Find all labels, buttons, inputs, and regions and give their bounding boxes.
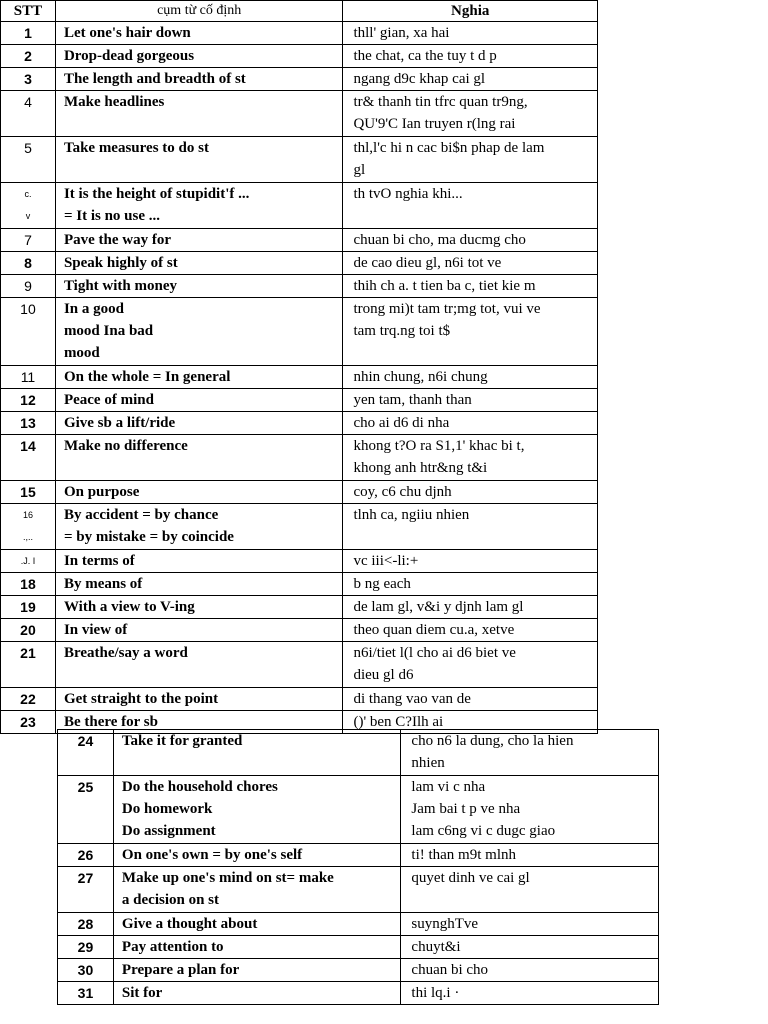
table-row bbox=[58, 959, 659, 982]
row-number: 4 bbox=[1, 91, 56, 137]
table-row bbox=[58, 867, 659, 913]
phrase-line: mood Ina bad bbox=[63, 323, 154, 339]
meaning-cell bbox=[343, 688, 598, 711]
meaning-cell bbox=[343, 481, 598, 504]
meaning-cell bbox=[343, 229, 598, 252]
phrase-line: Speak highly of st bbox=[63, 255, 178, 271]
meaning-line: the chat, ca the tuy t d p bbox=[353, 48, 497, 64]
meaning-line: lam vi c nha bbox=[411, 779, 486, 795]
phrase-line: Breathe/say a word bbox=[63, 645, 188, 661]
phrase-line: = It is no use ... bbox=[63, 208, 161, 224]
table-row bbox=[1, 642, 598, 688]
meaning-line: de cao dieu gl, n6i tot ve bbox=[353, 255, 502, 271]
row-number: 12 bbox=[1, 389, 56, 412]
table-row bbox=[1, 573, 598, 596]
row-number: 2 bbox=[1, 45, 56, 68]
meaning-cell bbox=[401, 776, 659, 844]
row-number: 7 bbox=[1, 229, 56, 252]
phrase-line: Tight with money bbox=[63, 278, 178, 294]
table-row bbox=[58, 982, 659, 1005]
phrase-cell bbox=[55, 22, 343, 45]
meaning-line: Jam bai t p ve nha bbox=[411, 801, 521, 817]
row-number: 14 bbox=[1, 435, 56, 481]
meaning-cell bbox=[343, 596, 598, 619]
row-number: 5 bbox=[1, 137, 56, 183]
meaning-line: th tvO nghia khi... bbox=[353, 186, 463, 202]
meaning-line: QU'9'C Ian truyen r(lng rai bbox=[353, 116, 516, 132]
meaning-line: b ng each bbox=[353, 576, 411, 592]
phrase-line: Peace of mind bbox=[63, 392, 154, 408]
row-number: 30 bbox=[58, 959, 114, 982]
phrase-line: Give a thought about bbox=[121, 916, 258, 932]
meaning-line: lam c6ng vi c dugc giao bbox=[411, 823, 556, 839]
phrase-cell bbox=[113, 913, 401, 936]
table-row bbox=[1, 183, 598, 229]
meaning-cell bbox=[401, 936, 659, 959]
table-row bbox=[1, 68, 598, 91]
meaning-line: nhien bbox=[411, 755, 445, 771]
phrase-line: Do the household chores bbox=[121, 779, 278, 795]
table-row bbox=[1, 688, 598, 711]
row-number: 1 bbox=[1, 22, 56, 45]
phrase-line: In terms of bbox=[63, 553, 135, 569]
meaning-cell bbox=[343, 435, 598, 481]
table-row bbox=[1, 389, 598, 412]
row-number: .J. I bbox=[1, 550, 56, 573]
meaning-line: gl bbox=[353, 162, 366, 178]
phrase-line: Pay attention to bbox=[121, 939, 224, 955]
phrase-cell bbox=[55, 137, 343, 183]
meaning-cell bbox=[343, 619, 598, 642]
meaning-cell bbox=[343, 22, 598, 45]
meaning-line: chuan bi cho bbox=[411, 962, 489, 978]
row-number: 29 bbox=[58, 936, 114, 959]
table-row bbox=[1, 619, 598, 642]
meaning-cell bbox=[343, 45, 598, 68]
phrase-line: Be there for sb bbox=[63, 714, 158, 730]
phrase-cell bbox=[113, 844, 401, 867]
meaning-cell bbox=[343, 504, 598, 550]
phrase-cell bbox=[113, 959, 401, 982]
meaning-line: ngang d9c khap cai gl bbox=[353, 71, 486, 87]
row-number: 18 bbox=[1, 573, 56, 596]
phrase-line: Get straight to the point bbox=[63, 691, 219, 707]
meaning-line: chuan bi cho, ma ducmg cho bbox=[353, 232, 526, 248]
row-number: 16 .,.. bbox=[1, 504, 56, 550]
phrase-line: = by mistake = by coincide bbox=[63, 529, 234, 545]
meaning-line: coy, c6 chu djnh bbox=[353, 484, 452, 500]
meaning-cell bbox=[343, 137, 598, 183]
phrase-line: In view of bbox=[63, 622, 128, 638]
meaning-line: cho n6 la dung, cho la hien bbox=[411, 733, 574, 749]
meaning-cell bbox=[343, 573, 598, 596]
phrase-line: On one's own = by one's self bbox=[121, 847, 303, 863]
phrase-table-part-2 bbox=[57, 729, 659, 1005]
phrase-cell bbox=[55, 68, 343, 91]
row-number: 8 bbox=[1, 252, 56, 275]
table-row bbox=[1, 481, 598, 504]
meaning-cell bbox=[343, 68, 598, 91]
phrase-cell bbox=[55, 45, 343, 68]
phrase-line: Prepare a plan for bbox=[121, 962, 240, 978]
phrase-cell bbox=[55, 229, 343, 252]
row-number: 11 bbox=[1, 366, 56, 389]
phrase-cell bbox=[55, 504, 343, 550]
meaning-cell bbox=[401, 959, 659, 982]
meaning-cell bbox=[343, 412, 598, 435]
phrase-line: a decision on st bbox=[121, 892, 220, 908]
phrase-line: It is the height of stupidit'f ... bbox=[63, 186, 250, 202]
meaning-line: thi lq.i · bbox=[411, 985, 460, 1001]
phrase-line: Sit for bbox=[121, 985, 163, 1001]
row-number: 9 bbox=[1, 275, 56, 298]
phrase-cell bbox=[55, 389, 343, 412]
phrase-cell bbox=[55, 412, 343, 435]
meaning-cell bbox=[343, 298, 598, 366]
table-row bbox=[1, 412, 598, 435]
table-row bbox=[58, 730, 659, 776]
phrase-line: With a view to V-ing bbox=[63, 599, 195, 615]
table-row bbox=[1, 435, 598, 481]
phrase-line: By means of bbox=[63, 576, 143, 592]
meaning-line: de lam gl, v&i y djnh lam gl bbox=[353, 599, 524, 615]
table-row bbox=[1, 298, 598, 366]
meaning-cell bbox=[343, 642, 598, 688]
row-number: 13 bbox=[1, 412, 56, 435]
phrase-cell bbox=[55, 91, 343, 137]
phrase-line: Make up one's mind on st= make bbox=[121, 870, 334, 886]
row-number: 25 bbox=[58, 776, 114, 844]
row-number: 15 bbox=[1, 481, 56, 504]
phrase-line: Make headlines bbox=[63, 94, 165, 110]
meaning-cell bbox=[401, 913, 659, 936]
phrase-line: Drop-dead gorgeous bbox=[63, 48, 195, 64]
table-row bbox=[1, 91, 598, 137]
phrase-line: Do assignment bbox=[121, 823, 216, 839]
row-number: 28 bbox=[58, 913, 114, 936]
table-row bbox=[1, 596, 598, 619]
table-row bbox=[1, 45, 598, 68]
phrase-cell bbox=[113, 982, 401, 1005]
meaning-line: khong t?O ra S1,1' khac bi t, bbox=[353, 438, 525, 454]
meaning-line: thl,l'c hi n cac bi$n phap de lam bbox=[353, 140, 545, 156]
phrase-cell bbox=[55, 366, 343, 389]
meaning-line: trong mi)t tam tr;mg tot, vui ve bbox=[353, 301, 541, 317]
meaning-line: suynghTve bbox=[411, 916, 479, 932]
phrase-line: Make no difference bbox=[63, 438, 188, 454]
header-phrase: cụm từ cố định bbox=[55, 1, 343, 22]
row-number: c. v bbox=[1, 183, 56, 229]
meaning-line: cho ai d6 di nha bbox=[353, 415, 450, 431]
phrase-line: Pave the way for bbox=[63, 232, 171, 248]
table-row bbox=[1, 366, 598, 389]
phrase-cell bbox=[113, 867, 401, 913]
meaning-line: quyet dinh ve cai gl bbox=[411, 870, 530, 886]
phrase-line: The length and breadth of st bbox=[63, 71, 246, 87]
meaning-cell bbox=[401, 844, 659, 867]
header-meaning: Nghia bbox=[343, 1, 598, 22]
phrase-line: On the whole = In general bbox=[63, 369, 231, 385]
meaning-cell bbox=[401, 982, 659, 1005]
meaning-line: n6i/tiet l(l cho ai d6 biet ve bbox=[353, 645, 516, 661]
phrase-line: mood bbox=[63, 345, 100, 361]
meaning-line: nhin chung, n6i chung bbox=[353, 369, 488, 385]
row-number: 20 bbox=[1, 619, 56, 642]
phrase-line: Give sb a lift/ride bbox=[63, 415, 176, 431]
table-row bbox=[58, 776, 659, 844]
table-row bbox=[1, 252, 598, 275]
row-number: 26 bbox=[58, 844, 114, 867]
phrase-line: By accident = by chance bbox=[63, 507, 219, 523]
phrase-line: Do homework bbox=[121, 801, 213, 817]
phrase-cell bbox=[55, 550, 343, 573]
meaning-line: theo quan diem cu.a, xetve bbox=[353, 622, 515, 638]
table-row bbox=[1, 137, 598, 183]
meaning-cell bbox=[343, 366, 598, 389]
phrase-cell bbox=[55, 183, 343, 229]
table-row bbox=[1, 229, 598, 252]
table-row bbox=[1, 275, 598, 298]
row-number: 22 bbox=[1, 688, 56, 711]
meaning-line: thll' gian, xa hai bbox=[353, 25, 450, 41]
meaning-line: tr& thanh tin tfrc quan tr9ng, bbox=[353, 94, 528, 110]
phrase-line: Let one's hair down bbox=[63, 25, 191, 41]
row-number: 31 bbox=[58, 982, 114, 1005]
meaning-cell bbox=[343, 183, 598, 229]
phrase-cell bbox=[113, 936, 401, 959]
row-number: 23 bbox=[1, 711, 56, 734]
phrase-line: Take measures to do st bbox=[63, 140, 209, 156]
phrase-line: In a good bbox=[63, 301, 124, 317]
table-header-row bbox=[1, 1, 598, 22]
meaning-line: yen tam, thanh than bbox=[353, 392, 472, 408]
row-number: 27 bbox=[58, 867, 114, 913]
row-number: 10 bbox=[1, 298, 56, 366]
phrase-cell bbox=[55, 275, 343, 298]
phrase-cell bbox=[55, 435, 343, 481]
meaning-cell bbox=[401, 867, 659, 913]
phrase-cell bbox=[113, 730, 401, 776]
row-number: 19 bbox=[1, 596, 56, 619]
meaning-line: khong anh htr&ng t&i bbox=[353, 460, 488, 476]
row-number: 24 bbox=[58, 730, 114, 776]
meaning-cell bbox=[343, 91, 598, 137]
phrase-cell bbox=[55, 688, 343, 711]
meaning-cell bbox=[343, 550, 598, 573]
meaning-line: tlnh ca, ngiiu nhien bbox=[353, 507, 470, 523]
meaning-line: ()' ben C?Ilh ai bbox=[353, 714, 444, 730]
phrase-line: On purpose bbox=[63, 484, 140, 500]
meaning-line: tam trq.ng toi t$ bbox=[353, 323, 451, 339]
table-row bbox=[1, 504, 598, 550]
meaning-line: ti! than m9t mlnh bbox=[411, 847, 516, 863]
table-row bbox=[58, 913, 659, 936]
meaning-line: di thang vao van de bbox=[353, 691, 471, 707]
table-row bbox=[1, 22, 598, 45]
meaning-line: dieu gl d6 bbox=[353, 667, 414, 683]
phrase-cell bbox=[113, 776, 401, 844]
row-number: 3 bbox=[1, 68, 56, 91]
meaning-line: chuyt&i bbox=[411, 939, 461, 955]
meaning-cell bbox=[401, 730, 659, 776]
phrase-cell bbox=[55, 573, 343, 596]
phrase-cell bbox=[55, 642, 343, 688]
phrase-cell bbox=[55, 619, 343, 642]
meaning-cell bbox=[343, 252, 598, 275]
phrase-cell bbox=[55, 252, 343, 275]
row-number: 21 bbox=[1, 642, 56, 688]
phrase-line: Take it for granted bbox=[121, 733, 243, 749]
meaning-line: thih ch a. t tien ba c, tiet kie m bbox=[353, 278, 536, 294]
phrase-cell bbox=[55, 596, 343, 619]
header-stt: STT bbox=[1, 1, 56, 22]
phrase-cell bbox=[55, 298, 343, 366]
table-row bbox=[58, 936, 659, 959]
table-row bbox=[1, 550, 598, 573]
phrase-cell bbox=[55, 481, 343, 504]
meaning-cell bbox=[343, 275, 598, 298]
meaning-cell bbox=[343, 389, 598, 412]
meaning-line: vc iii<-li:+ bbox=[353, 553, 419, 569]
table-row bbox=[58, 844, 659, 867]
